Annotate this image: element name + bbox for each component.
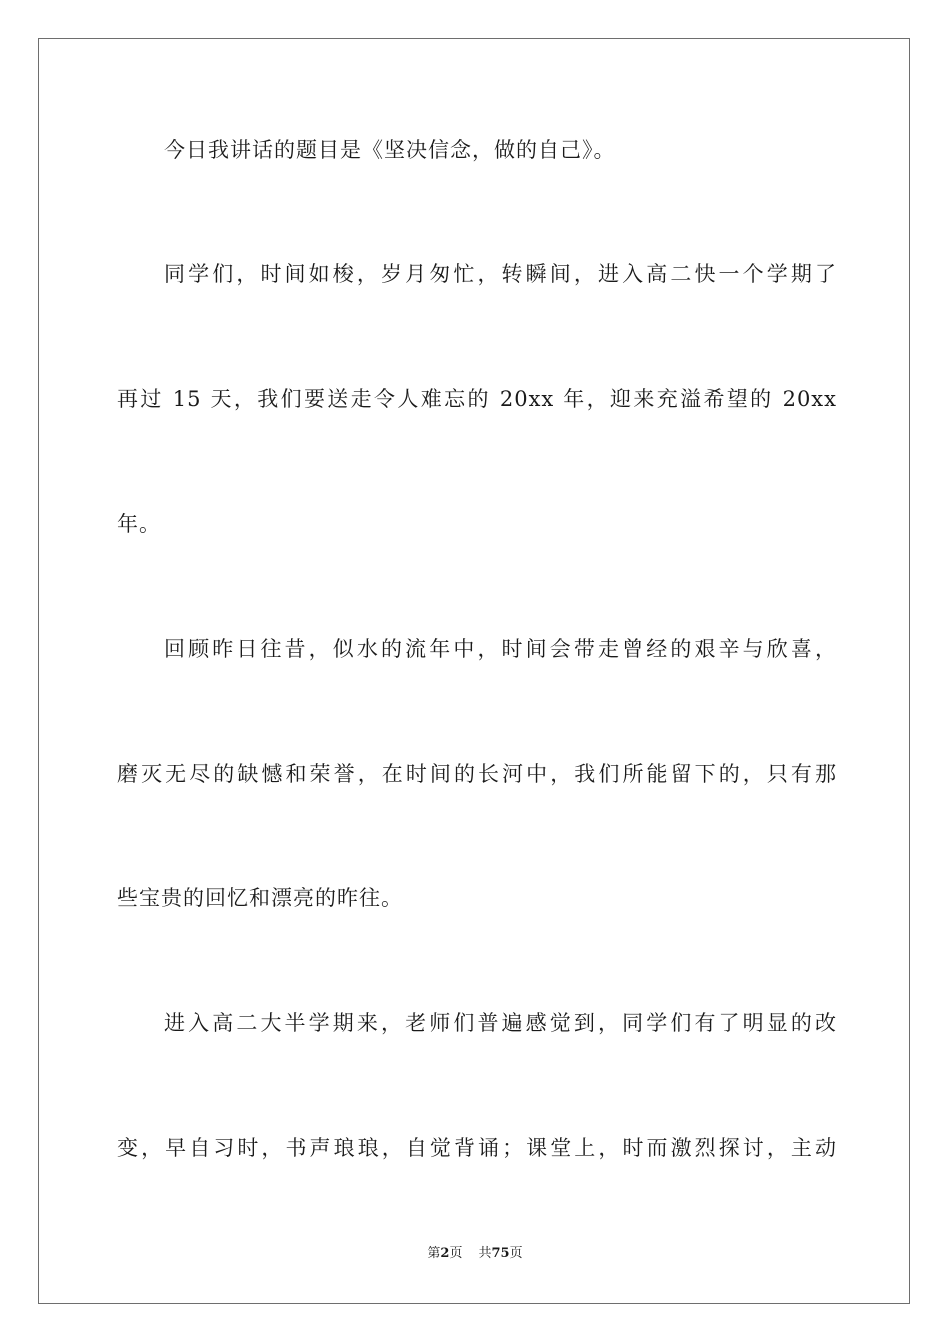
footer-total-number: 75 xyxy=(491,1246,510,1261)
footer-total-suffix: 页 xyxy=(509,1246,523,1261)
footer-page-suffix: 页 xyxy=(449,1246,463,1261)
paragraph-line-6: 磨灭无尽的缺憾和荣誉，在时间的长河中，我们所能留下的，只有那 xyxy=(117,762,837,786)
footer-page-prefix: 第 xyxy=(427,1246,441,1261)
paragraph-line-4: 年。 xyxy=(117,512,161,536)
page-border xyxy=(38,38,910,1304)
paragraph-line-8: 进入高二大半学期来，老师们普遍感觉到，同学们有了明显的改 xyxy=(164,1011,837,1035)
page-footer xyxy=(0,1245,950,1263)
paragraph-line-1: 今日我讲话的题目是《坚决信念，做的自己》。 xyxy=(164,138,616,162)
paragraph-line-9: 变，早自习时，书声琅琅，自觉背诵；课堂上，时而激烈探讨，主动 xyxy=(117,1136,837,1160)
footer-total-prefix: 共 xyxy=(478,1246,492,1261)
paragraph-line-2: 同学们，时间如梭，岁月匆忙，转瞬间，进入高二快一个学期了 xyxy=(164,262,837,286)
paragraph-line-3: 再过 15 天，我们要送走令人难忘的 20xx 年，迎来充溢希望的 20xx xyxy=(117,387,837,411)
footer-page-number: 2 xyxy=(440,1246,450,1261)
paragraph-line-5: 回顾昨日往昔，似水的流年中，时间会带走曾经的艰辛与欣喜， xyxy=(164,637,837,661)
paragraph-line-7: 些宝贵的回忆和漂亮的昨往。 xyxy=(117,886,403,910)
